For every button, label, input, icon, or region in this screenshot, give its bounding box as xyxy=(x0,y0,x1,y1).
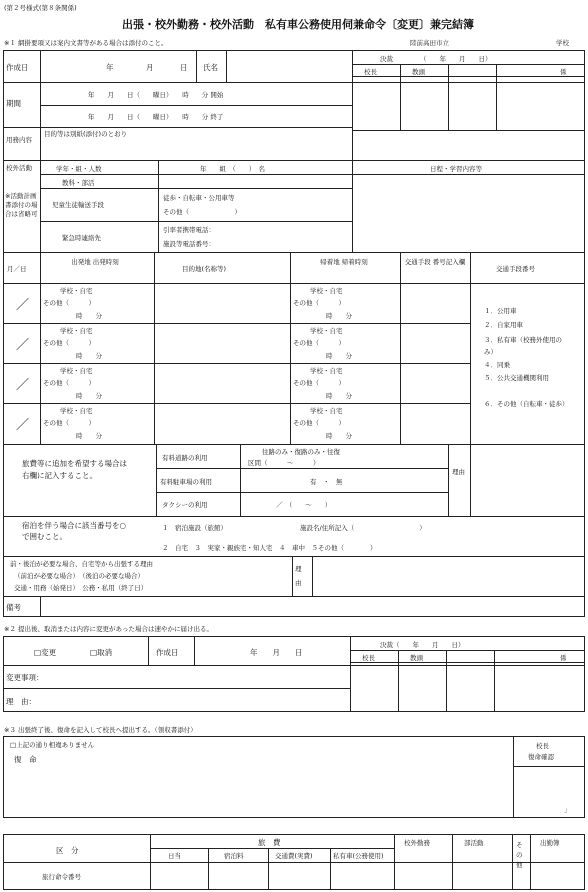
col-grade: 学年・組・人数 xyxy=(56,165,102,173)
activity-label: 校外活動 xyxy=(6,164,32,172)
change-principal: 校長 xyxy=(362,654,375,662)
footer-vehicle: 私有車(公務使用) xyxy=(333,852,384,860)
mode-3: ３．私有車（校務外使用のみ） xyxy=(484,336,562,356)
school-suffix: 学校 xyxy=(556,39,569,47)
staff-subject: 教科・部活 xyxy=(62,179,95,187)
toll-road-label: 有料道路の利用 xyxy=(162,454,208,462)
depart-4: 学校・自宅 xyxy=(60,407,93,415)
transport-other: その他（ ） xyxy=(163,208,241,216)
change-date: 年 月 日 xyxy=(250,648,303,657)
mode-2: ２．自家用車 xyxy=(484,321,523,329)
depart-time-4: 時 分 xyxy=(76,432,102,440)
return-time-2: 時 分 xyxy=(326,352,352,360)
approval-label: 決裁 xyxy=(380,55,393,63)
completion-principal: 校長 xyxy=(536,742,549,750)
lodging-note: 宿泊を伴う場合に該当番号を○で囲むこと。 xyxy=(22,521,127,541)
reason-text3: 交通・用務（始発日） 公務・私用（終了日） xyxy=(14,584,148,592)
return-time-3: 時 分 xyxy=(326,392,352,400)
return-2: 学校・自宅 xyxy=(310,327,343,335)
reason-text1: 前・後泊が必要な場合、自宅等から出張する理由 xyxy=(10,560,153,568)
note-plan: ※活動計画書添付の場合は省略可 xyxy=(5,192,38,218)
change-checkbox[interactable]: □変更 xyxy=(34,648,57,657)
mode-4: ４．同乗 xyxy=(484,361,510,369)
fees-note: 旅費等に追加を希望する場合は右欄に記入すること。 xyxy=(22,459,127,480)
return-3: 学校・自宅 xyxy=(310,367,343,375)
toll-road-sect: 区間（ ～ ） xyxy=(248,459,320,467)
depart-time-1: 時 分 xyxy=(76,312,102,320)
purpose-hint: 目的等は別紙(添付)のとおり xyxy=(44,130,128,138)
footer-outside: 校外勤務 xyxy=(404,839,430,847)
col-transport: 交通手段 番号記入欄 xyxy=(404,258,466,266)
return-other-4: その他（ ） xyxy=(293,419,345,427)
footer-num-label: 旅行命令番号 xyxy=(42,873,81,881)
change-clerk: 係 xyxy=(560,654,567,662)
depart-other-2: その他（ ） xyxy=(43,339,95,347)
depart-2: 学校・自宅 xyxy=(60,327,93,335)
footer-lodge: 宿泊料 xyxy=(224,852,244,860)
depart-other-4: その他（ ） xyxy=(43,419,95,427)
depart-other-1: その他（ ） xyxy=(43,299,95,307)
col-date: 月／日 xyxy=(7,265,27,273)
col-schedule: 日程・学習内容等 xyxy=(430,165,482,173)
return-time-4: 時 分 xyxy=(326,432,352,440)
depart-3: 学校・自宅 xyxy=(60,367,93,375)
mode-1: １．公用車 xyxy=(484,307,517,315)
date-slash-1: ／ xyxy=(16,298,30,313)
created-year: 年 xyxy=(106,63,114,72)
change-created-label: 作成日 xyxy=(156,648,179,657)
date-slash-3: ／ xyxy=(16,378,30,393)
col-dest: 目的地(名称等) xyxy=(182,265,227,273)
return-other-3: その他（ ） xyxy=(293,379,345,387)
col-return: 帰着地 帰着時刻 xyxy=(320,258,368,266)
change-approval: 決裁（ 年 月 日） xyxy=(380,641,465,649)
depart-other-3: その他（ ） xyxy=(43,379,95,387)
date-slash-2: ／ xyxy=(16,338,30,353)
change-reason: 理 由： xyxy=(6,697,36,706)
vice-stamp-label: 教頭 xyxy=(412,68,425,76)
completion-report: 復 命 xyxy=(14,755,37,764)
depart-time-3: 時 分 xyxy=(76,392,102,400)
col-mode: 交通手段番号 xyxy=(496,265,535,273)
mode-5: ５．公共交通機関利用 xyxy=(484,374,549,382)
depart-time-2: 時 分 xyxy=(76,352,102,360)
reason-label: 理由 xyxy=(295,565,302,587)
name-label: 氏名 xyxy=(203,63,218,72)
remarks-label: 備考 xyxy=(6,603,21,612)
return-other-2: その他（ ） xyxy=(293,339,345,347)
completion-confirm: 復命確認 xyxy=(528,753,554,761)
footer-part: 部活動 xyxy=(464,839,484,847)
footer-daily: 日当 xyxy=(168,852,181,860)
reason-text2: （前泊が必要な場合） （後泊の必要な場合） xyxy=(14,572,144,580)
lodging-opt1b: 施設名/住所記入（ ） xyxy=(300,524,426,532)
depart-1: 学校・自宅 xyxy=(60,287,93,295)
lodging-opt2: ２ 自宅 ３ 実家・親族宅・知人宅 ４ 車中 ５その他（ ） xyxy=(162,544,377,552)
toll-road-opt: 往路のみ・復路のみ・往復 xyxy=(262,448,340,456)
lodging-opt1: １ 宿泊施設（旅館） xyxy=(162,524,227,532)
taxi-opt: ／ （ ～ ） xyxy=(276,501,332,509)
return-4: 学校・自宅 xyxy=(310,407,343,415)
col-depart: 出発地 出発時刻 xyxy=(71,258,119,266)
purpose-label: 用務内容 xyxy=(6,136,32,144)
page-title: 出張・校外勤務・校外活動 私有車公務使用伺兼命令〔変更〕兼完結簿 xyxy=(122,18,474,31)
parking-opt: 有 ・ 無 xyxy=(310,478,343,486)
note-2: ※２ 提出後、取消または内容に変更があった場合は速やかに届け出る。 xyxy=(4,625,213,633)
approval-date: （ 年 月 日） xyxy=(420,55,492,63)
period-start: 年 月 日（ 曜日） 時 分 開始 xyxy=(88,91,224,99)
note-1: ※１ 網掛要項又は案内文書等がある場合は添付のこと。 xyxy=(4,39,168,47)
return-time-1: 時 分 xyxy=(326,312,352,320)
clerk-stamp-label: 係 xyxy=(560,68,567,76)
footer-other: その他 xyxy=(516,841,523,869)
col-class-count: 年 組 （ ） 名 xyxy=(200,165,265,173)
change-vice: 教頭 xyxy=(410,654,423,662)
principal-stamp-label: 校長 xyxy=(364,68,377,76)
footer-travel: 旅 費 xyxy=(258,838,281,847)
parking-label: 有料駐車場の利用 xyxy=(160,478,212,486)
created-month: 月 xyxy=(146,63,154,72)
period-label: 期間 xyxy=(6,99,21,108)
form-id: (第２号様式(第８条関係) xyxy=(4,4,77,12)
created-label: 作成日 xyxy=(6,63,29,72)
taxi-label: タクシーの利用 xyxy=(162,501,208,509)
transport-label: 児童生徒輸送手段 xyxy=(52,201,104,209)
completion-bracket: 」 xyxy=(564,806,571,814)
footer-overtime: 出勤簿 xyxy=(540,839,560,847)
completion-check[interactable]: □上記の通り相違ありません xyxy=(10,741,95,749)
name-field[interactable] xyxy=(228,52,350,80)
note-3: ※３ 出張終了後、復命を記入して校長へ提出する。（領収書添付） xyxy=(4,726,197,734)
return-1: 学校・自宅 xyxy=(310,287,343,295)
cancel-checkbox[interactable]: □取消 xyxy=(90,648,113,657)
leader-phone: 引率者携帯電話： xyxy=(163,226,215,234)
facility-phone: 施設等電話番号： xyxy=(163,240,215,248)
footer-transport: 交通費(実費) xyxy=(275,852,313,860)
school-prefix: 陸前高田市立 xyxy=(410,39,449,47)
period-end: 年 月 日（ 曜日） 時 分 終了 xyxy=(88,113,224,121)
transport-opts: 徒歩・自転車・公用車等 xyxy=(163,194,235,202)
mode-6: ６．その他（自転車・徒歩） xyxy=(484,400,569,408)
change-item: 変更事項： xyxy=(6,673,44,682)
fees-reason: 理由 xyxy=(452,468,465,476)
contact-label: 緊急時連絡先 xyxy=(62,234,101,242)
return-other-1: その他（ ） xyxy=(293,299,345,307)
date-slash-4: ／ xyxy=(16,418,30,433)
footer-category: 区 分 xyxy=(56,846,79,855)
created-day: 日 xyxy=(180,63,188,72)
